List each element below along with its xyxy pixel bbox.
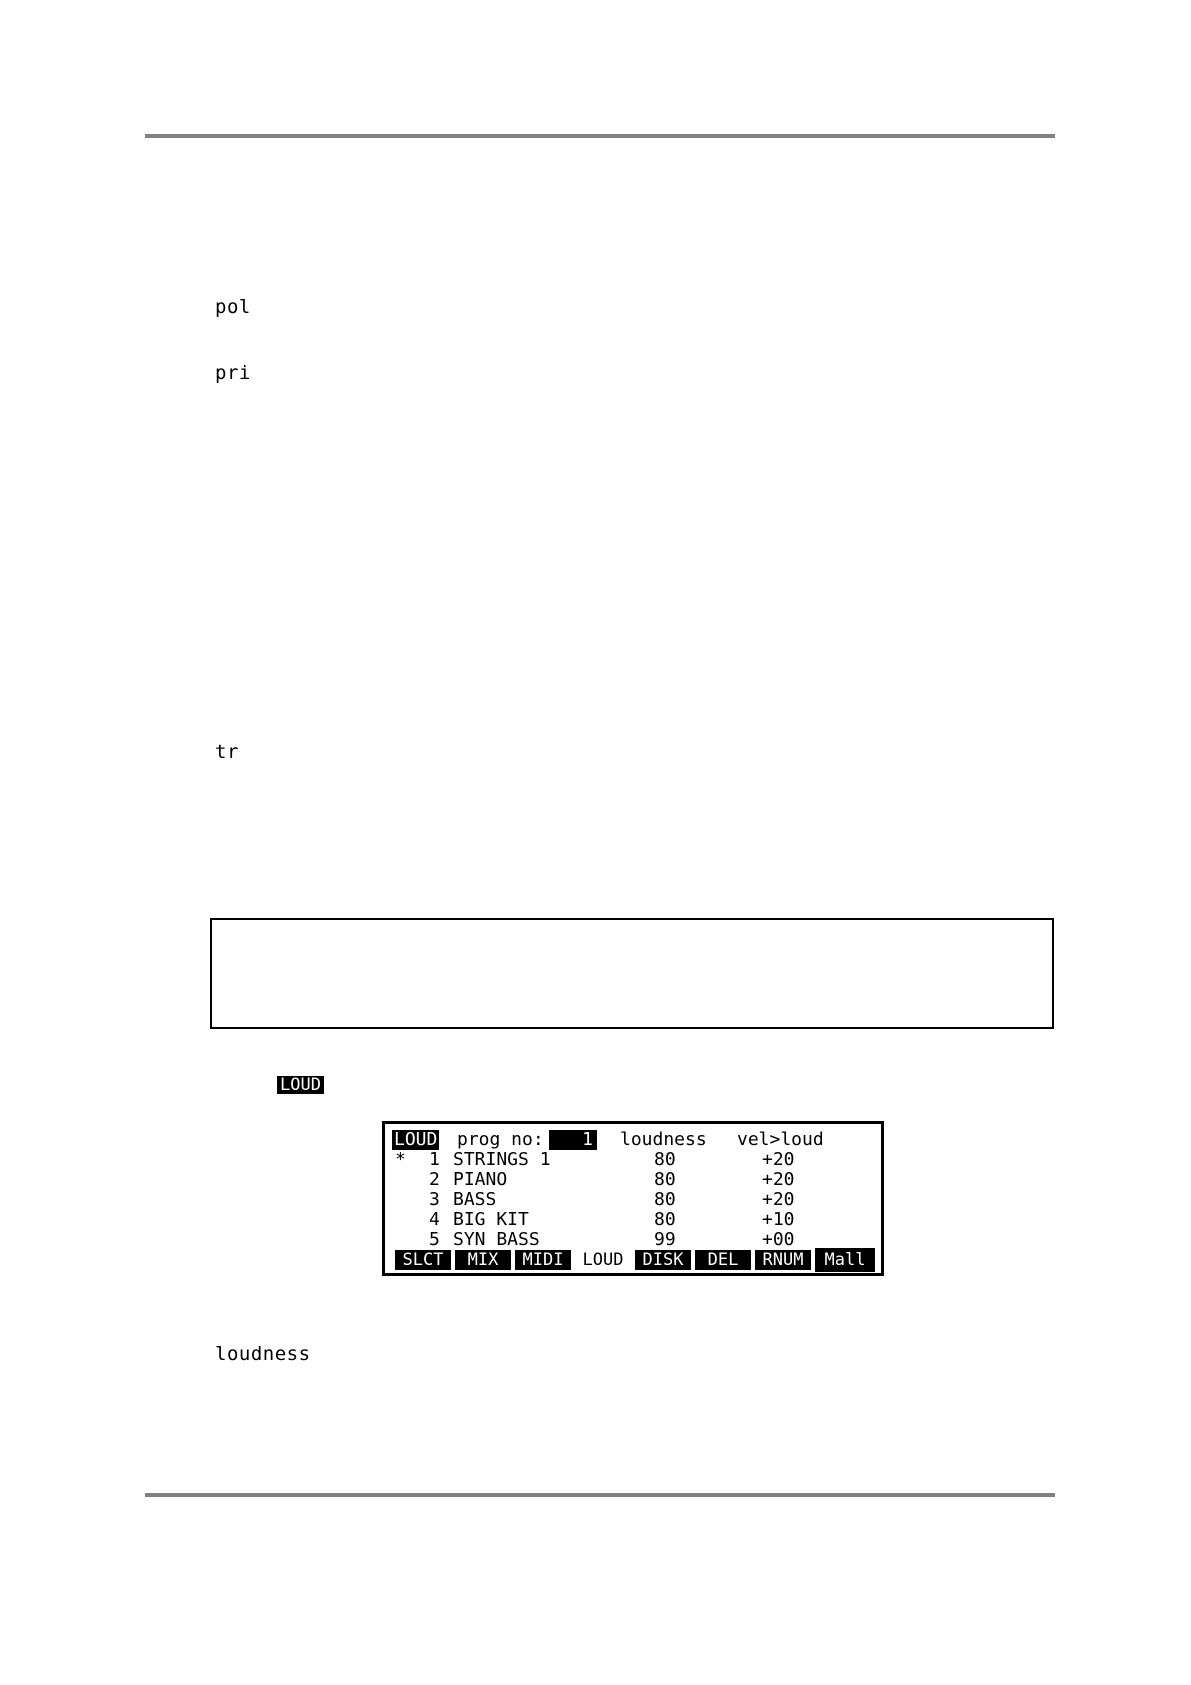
prog-no-value[interactable]: 1 [549, 1130, 597, 1150]
softkey-disk[interactable]: DISK [635, 1250, 691, 1270]
program-number: 5 [429, 1229, 440, 1250]
param-pol: pol [215, 296, 251, 318]
program-number: 4 [429, 1209, 440, 1230]
prog-no-label: prog no: [457, 1129, 544, 1150]
softkey-del[interactable]: DEL [695, 1250, 751, 1270]
program-name: PIANO [453, 1169, 508, 1190]
current-marker: * [395, 1149, 406, 1170]
program-loudness: 99 [654, 1229, 676, 1250]
program-name: SYN BASS [453, 1229, 540, 1250]
program-name: STRINGS 1 [453, 1149, 551, 1170]
loudness-column-header: loudness [620, 1129, 707, 1150]
loud-key-label[interactable]: LOUD [277, 1076, 324, 1094]
program-vel-loud: +00 [762, 1229, 795, 1250]
softkey-slct[interactable]: SLCT [395, 1250, 451, 1270]
vel-loud-column-header: vel>loud [737, 1129, 824, 1150]
softkey-mall[interactable]: Mall [817, 1250, 873, 1270]
note-box [210, 918, 1054, 1029]
program-vel-loud: +10 [762, 1209, 795, 1230]
program-vel-loud: +20 [762, 1149, 795, 1170]
param-tr: tr [215, 741, 239, 763]
program-name: BASS [453, 1189, 497, 1210]
program-name: BIG KIT [453, 1209, 529, 1230]
top-rule [145, 134, 1055, 138]
lcd-screen [382, 1121, 884, 1276]
program-row[interactable] [385, 1190, 881, 1210]
lcd-mode-label: LOUD [394, 1129, 438, 1150]
program-vel-loud: +20 [762, 1189, 795, 1210]
program-vel-loud: +20 [762, 1169, 795, 1190]
param-loudness: loudness [215, 1343, 311, 1365]
softkey-mix[interactable]: MIX [455, 1250, 511, 1270]
softkey-bar [385, 1250, 881, 1270]
softkey-rnum[interactable]: RNUM [755, 1250, 811, 1270]
program-loudness: 80 [654, 1169, 676, 1190]
program-row[interactable] [385, 1210, 881, 1230]
program-number: 1 [429, 1149, 440, 1170]
bottom-rule [145, 1493, 1055, 1497]
program-loudness: 80 [654, 1189, 676, 1210]
program-loudness: 80 [654, 1149, 676, 1170]
softkey-midi[interactable]: MIDI [515, 1250, 571, 1270]
program-loudness: 80 [654, 1209, 676, 1230]
param-pri: pri [215, 362, 251, 384]
program-row[interactable] [385, 1150, 881, 1170]
program-number: 3 [429, 1189, 440, 1210]
program-row[interactable] [385, 1170, 881, 1190]
softkey-loud[interactable]: LOUD [575, 1250, 631, 1270]
program-row[interactable] [385, 1230, 881, 1250]
program-number: 2 [429, 1169, 440, 1190]
lcd-header [385, 1130, 881, 1150]
